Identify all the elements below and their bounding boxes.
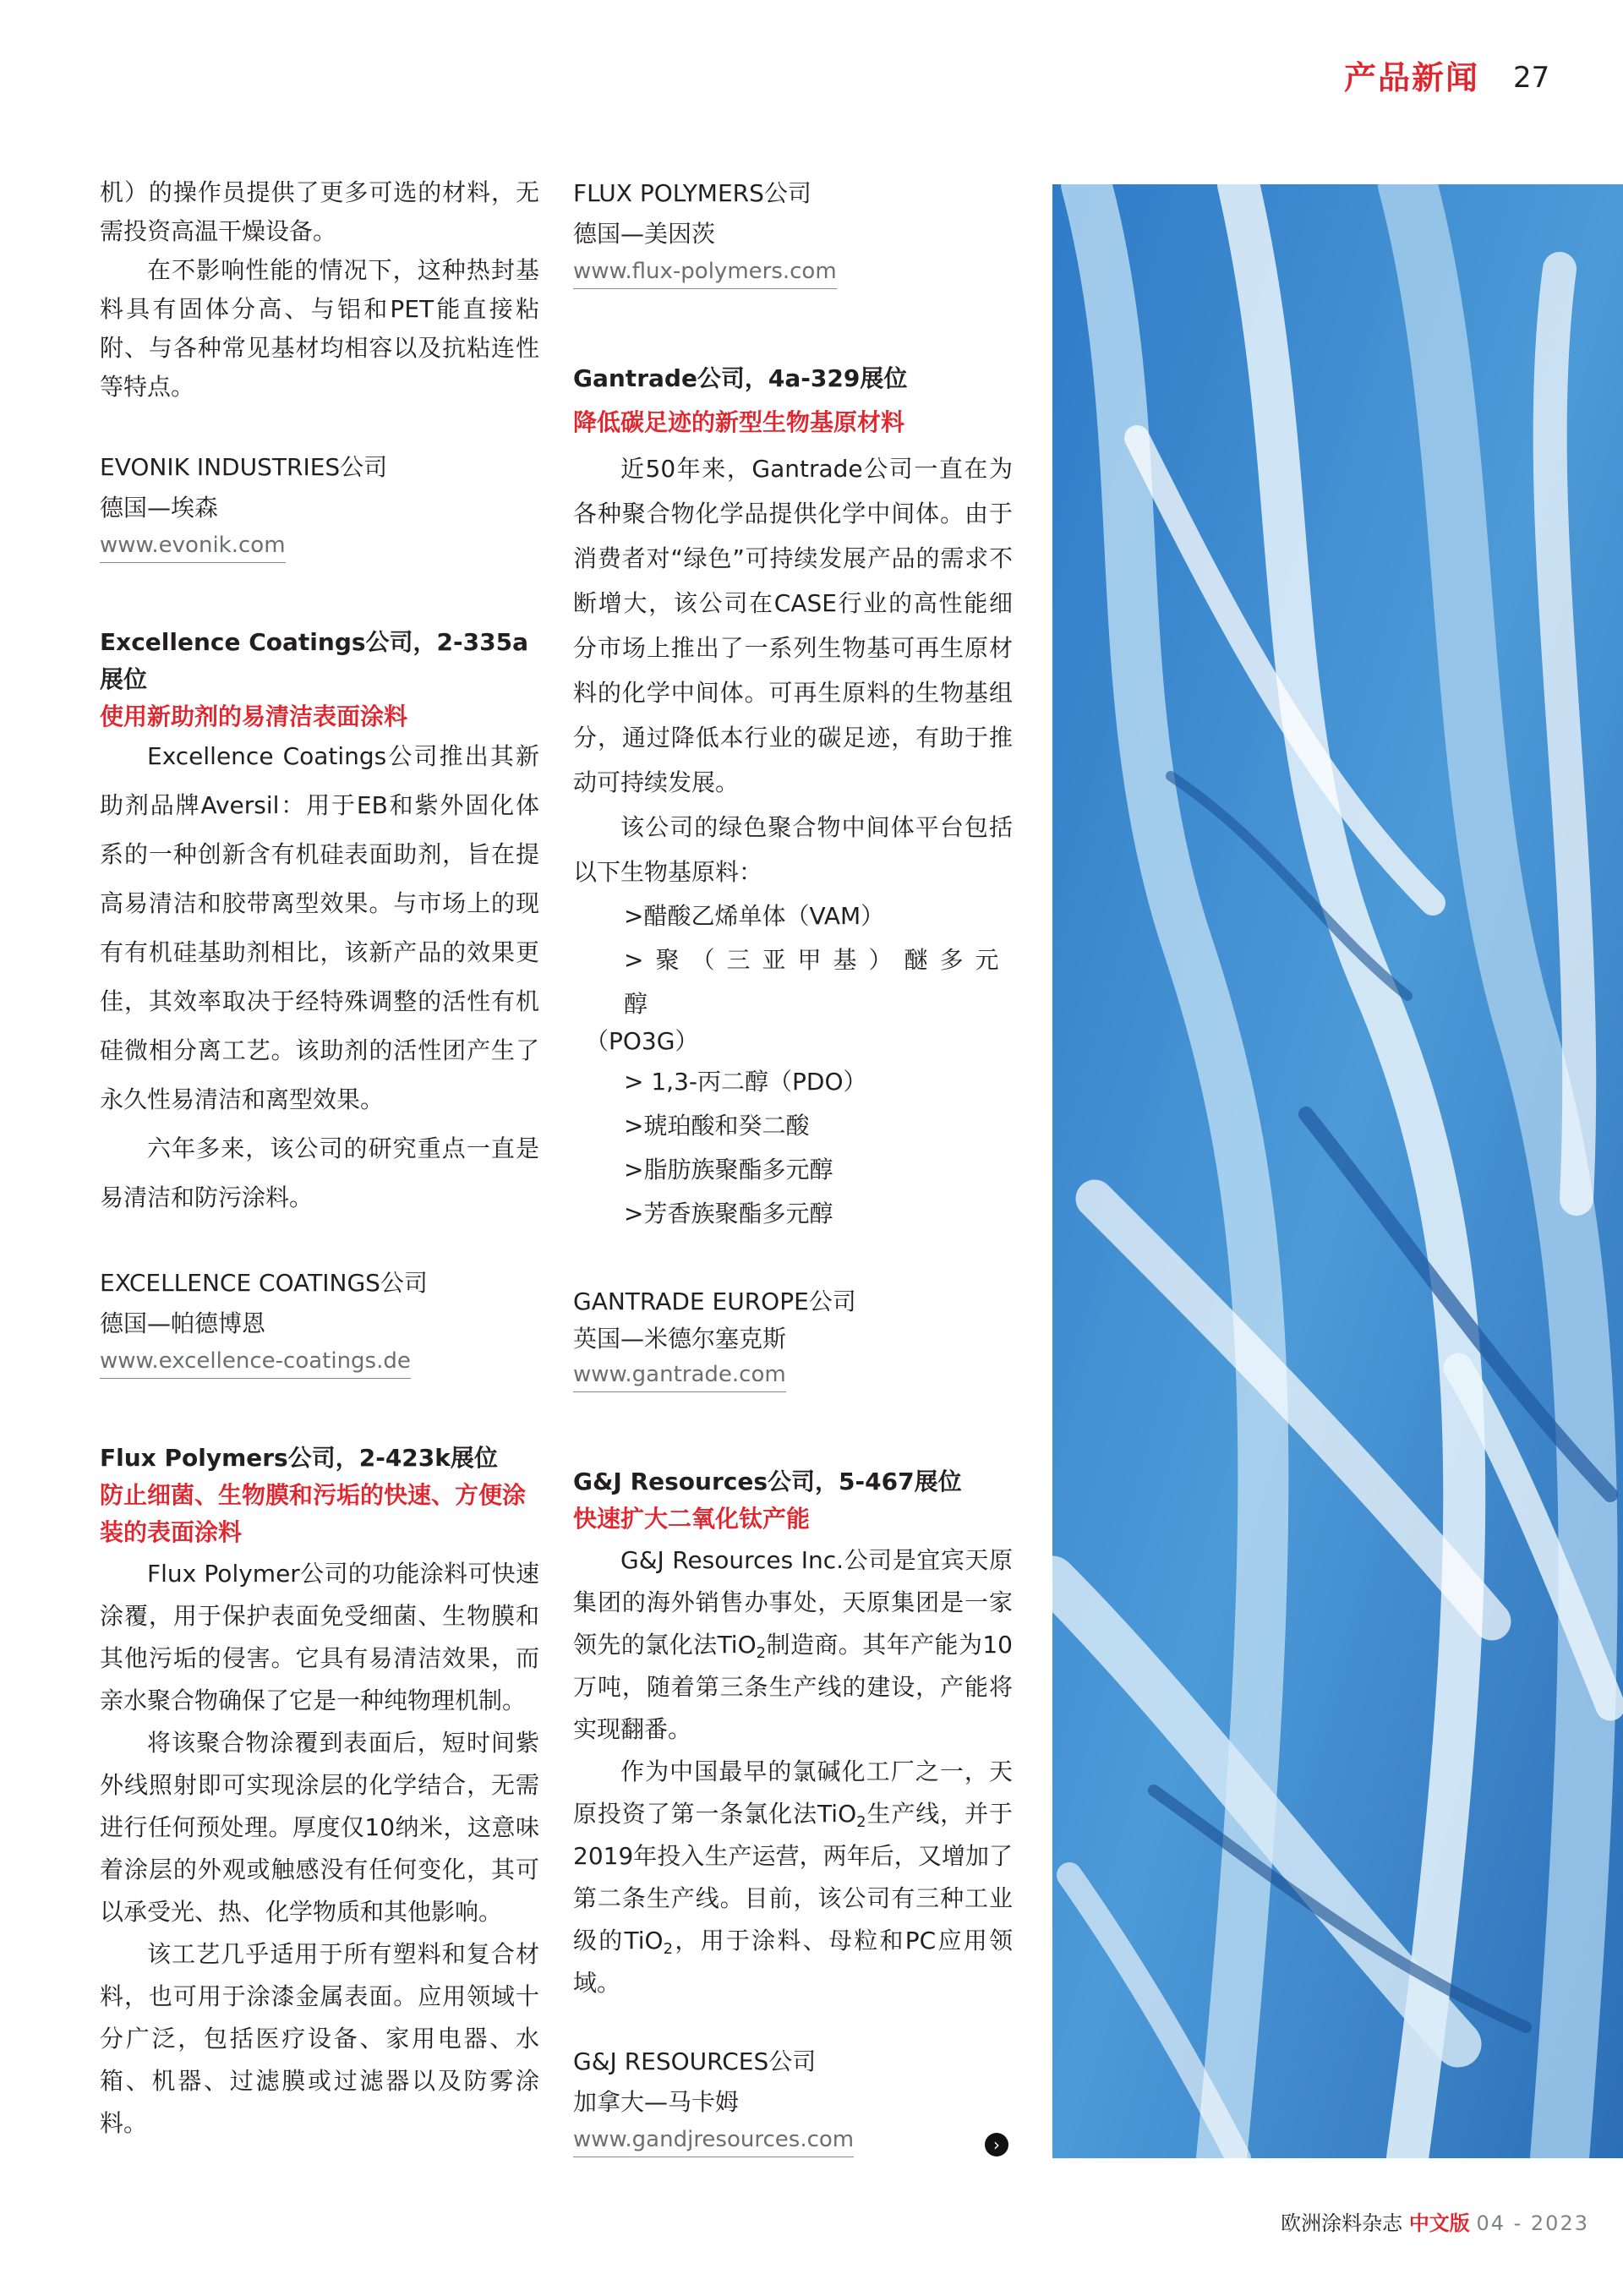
article-subheading: 降低碳足迹的新型生物基原材料 <box>573 408 905 436</box>
list-item: >芳香族聚酯多元醇 <box>624 1200 833 1227</box>
article-gantrade <box>573 357 1013 1236</box>
list-item: > 1,3-丙二醇（PDO） <box>624 1068 867 1096</box>
contact-url-link[interactable]: www.flux-polymers.com <box>573 256 837 289</box>
list-item: （PO3G） <box>585 1027 699 1055</box>
paragraph: Excellence Coatings公司推出其新助剂品牌Aversil：用于EB和紫外固化体系的一种创新含有机硅表面助剂，旨在提高易清洁和胶带离型效果。与市场上的现有有机硅基助剂相比，该新产品的效果更佳，其效率取决于经特殊调整的活性有机硅微相分离工艺。该助剂的活性团产生了永久性易清洁和离型效果。 <box>100 742 539 1113</box>
contact-company: GANTRADE EUROPE公司 <box>573 1287 856 1315</box>
paragraph: 六年多来，该公司的研究重点一直是易清洁和防污涂料。 <box>100 1134 539 1211</box>
contact-company: EXCELLENCE COATINGS公司 <box>100 1269 428 1297</box>
contact-location: 德国—埃森 <box>100 494 219 522</box>
contact-company: G&J RESOURCES公司 <box>573 2047 817 2075</box>
blue-paint-texture-image <box>1052 184 1623 2158</box>
footer-magazine: 欧洲涂料杂志 <box>1281 2211 1403 2235</box>
contact-company: EVONIK INDUSTRIES公司 <box>100 453 388 481</box>
list-item: >脂肪族聚酯多元醇 <box>624 1156 833 1184</box>
contact-location: 德国—帕德博恩 <box>100 1309 266 1337</box>
section-title: 产品新闻 <box>1343 59 1479 96</box>
list-item: >聚（三亚甲基）醚多元醇 <box>624 946 1011 1018</box>
paragraph: 近50年来，Gantrade公司一直在为各种聚合物化学品提供化学中间体。由于消费者对“绿色”可持续发展产品的需求不断增大，该公司在CASE行业的高性能细分市场上推出了一系列生物基可再生原材料的化学中间体。可再生原料的生物基组分，通过降低本行业的碳足迹，有助于推动可持续发展。 <box>573 455 1013 796</box>
contact-location: 德国—美因茨 <box>573 220 716 248</box>
article-heading: G&J Resources公司，5-467展位 <box>573 1468 962 1495</box>
contact-excellence <box>100 1263 539 1379</box>
contact-evonik <box>100 447 539 563</box>
contact-gantrade <box>573 1283 1013 1392</box>
article-subheading: 快速扩大二氧化钛产能 <box>573 1505 811 1533</box>
article-excellence <box>100 624 539 1222</box>
paragraph: Flux Polymer公司的功能涂料可快速涂覆，用于保护表面免受细菌、生物膜和其他污垢的侵害。它具有易清洁效果，而亲水聚合物确保了它是一种纯物理机制。 <box>100 1560 539 1714</box>
middle-column <box>573 173 1013 2157</box>
contact-company: FLUX POLYMERS公司 <box>573 179 812 207</box>
page-number: 27 <box>1513 61 1550 95</box>
list-item: >醋酸乙烯单体（VAM） <box>624 902 885 930</box>
footer-issue: 04 - 2023 <box>1476 2211 1589 2235</box>
article-heading: Flux Polymers公司，2-423k展位 <box>100 1444 498 1472</box>
page-footer <box>1217 2208 1589 2239</box>
article-subheading: 防止细菌、生物膜和污垢的快速、方便涂装的表面涂料 <box>100 1481 527 1546</box>
paragraph: 该公司的绿色聚合物中间体平台包括以下生物基原料： <box>573 813 1013 886</box>
paragraph: 该工艺几乎适用于所有塑料和复合材料，也可用于涂漆金属表面。应用领域十分广泛，包括医疗设备、家用电器、水箱、机器、过滤膜或过滤器以及防雾涂料。 <box>100 1940 539 2137</box>
list-item: >琥珀酸和癸二酸 <box>624 1112 810 1140</box>
contact-location: 加拿大—马卡姆 <box>573 2088 740 2116</box>
contact-gj <box>573 2042 1013 2157</box>
paragraph: G&J Resources Inc.公司是宜宾天原集团的海外销售办事处，天原集团是一家领先的氯化法TiO$_2$制造商。其年产能为10万吨，随着第三条生产线的建设，产能将实现翻番。 <box>573 1546 1014 1743</box>
contact-url-link[interactable]: www.evonik.com <box>100 530 286 563</box>
paragraph: 机）的操作员提供了更多可选的材料，无需投资高温干燥设备。 <box>100 178 539 245</box>
paragraph: 作为中国最早的氯碱化工厂之一，天原投资了第一条氯化法TiO$_2$生产线，并于2019年投入生产运营，两年后，又增加了第二条生产线。目前，该公司有三种工业级的TiO$_2$，用于涂料、母粒和PC应用领域。 <box>573 1758 1014 1997</box>
article-heading: Gantrade公司，4a-329展位 <box>573 364 908 392</box>
article-heading: Excellence Coatings公司，2-335a展位 <box>100 628 528 693</box>
next-page-arrow-icon[interactable]: › <box>985 2133 1008 2157</box>
contact-location: 英国—米德尔塞克斯 <box>573 1325 787 1353</box>
contact-url-link[interactable]: www.gandjresources.com <box>573 2124 854 2157</box>
article-flux <box>100 1440 539 2145</box>
left-column <box>100 173 539 2145</box>
footer-edition: 中文版 <box>1408 2211 1470 2235</box>
contact-url-link[interactable]: www.excellence-coatings.de <box>100 1346 411 1379</box>
article-subheading: 使用新助剂的易清洁表面涂料 <box>100 702 408 730</box>
paragraph: 在不影响性能的情况下，这种热封基料具有固体分高、与铝和PET能直接粘附、与各种常见基材均相容以及抗粘连性等特点。 <box>100 256 539 401</box>
paragraph: 将该聚合物涂覆到表面后，短时间紫外线照射即可实现涂层的化学结合，无需进行任何预处理。厚度仅10纳米，这意味着涂层的外观或触感没有任何变化，其可以承受光、热、化学物质和其他影响。 <box>100 1729 539 1926</box>
contact-flux <box>573 173 1013 289</box>
article-gj <box>573 1463 1013 2004</box>
contact-url-link[interactable]: www.gantrade.com <box>573 1359 786 1392</box>
